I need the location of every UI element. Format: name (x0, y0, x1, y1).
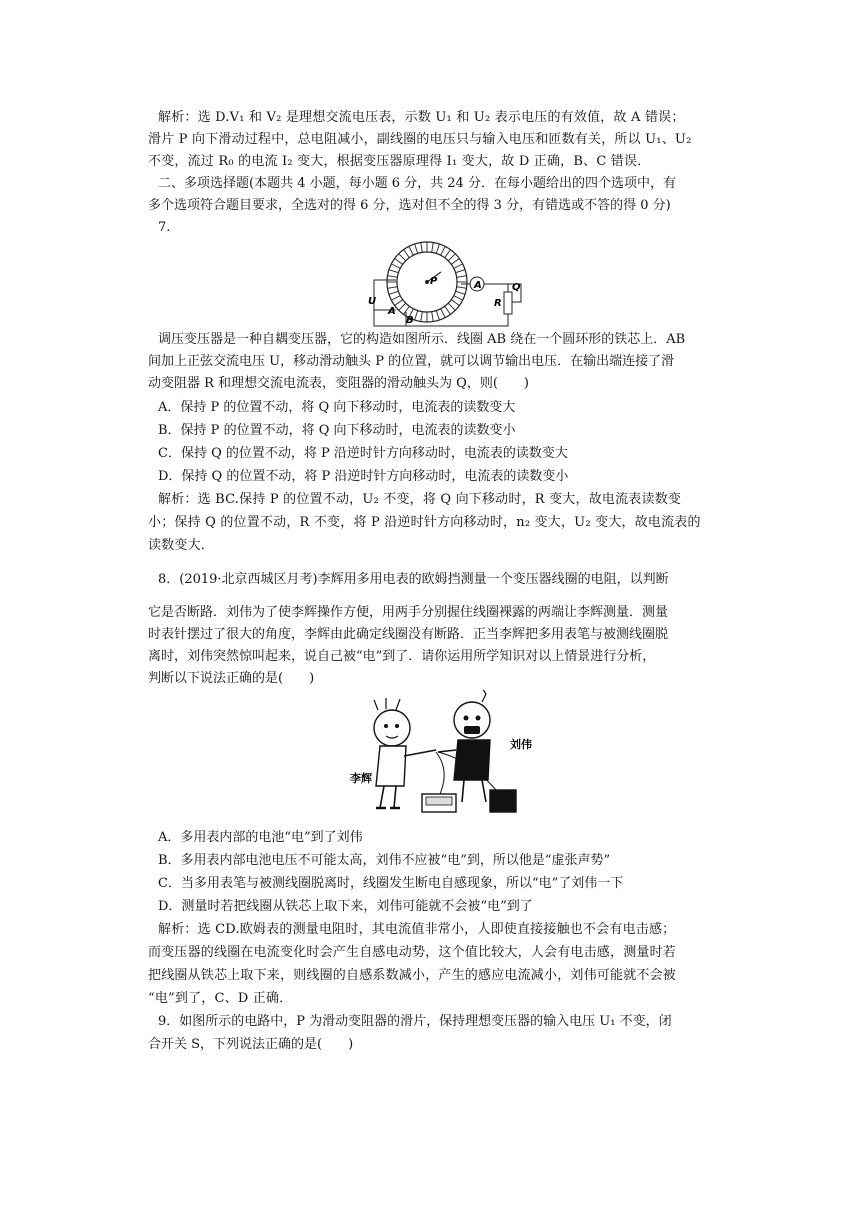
text-line: 解析：选 BC.保持 P 的位置不动，U₂ 不变，将 Q 向下移动时，R 变大，故电流表读数变 (158, 492, 682, 507)
transformer-figure (366, 240, 536, 332)
coil-winding (441, 309, 446, 318)
label-U: U (368, 296, 377, 307)
coil-winding (451, 300, 459, 306)
coil-winding (391, 296, 400, 301)
text-line: 读数变大． (148, 538, 215, 553)
coil-winding (409, 246, 414, 255)
name-lihui: 李辉 (350, 772, 372, 785)
text-line: 而变压器的线圈在电流变化时会产生自感电动势，这个值比较大，人会有电击感，测量时若 (148, 945, 677, 960)
coil-winding (448, 303, 455, 310)
coil-winding (457, 287, 467, 289)
coil-winding (415, 244, 418, 254)
ammeter-label: A (474, 280, 482, 291)
coil-winding (395, 258, 403, 264)
label-Q: Q (512, 282, 521, 293)
text-line: 滑片 P 向下滑动过程中，总电阻减小，副线圈的电压只与输入电压和匝数有关，所以 U₁、U₂ (148, 132, 692, 147)
coil-winding (389, 291, 399, 294)
label-P: P (430, 276, 438, 287)
cartoon-figure (350, 690, 550, 820)
coil-winding (391, 264, 400, 269)
text-line: 二、多项选择题(本题共 4 小题，每小题 6 分，共 24 分．在每小题给出的四个选项中，有 (158, 176, 676, 191)
coil-winding (432, 242, 434, 252)
text-line: 9．如图所示的电路中，P 为滑动变阻器的滑片，保持理想变压器的输入电压 U₁ 不变，闭 (158, 1014, 672, 1029)
text-line: B．保持 P 的位置不动，将 Q 向下移动时，电流表的读数变小 (158, 423, 516, 438)
coil-winding (454, 264, 463, 269)
text-line: 调压变压器是一种自耦变压器，它的构造如图所示．线圈 AB 绕在一个圆环形的铁芯上．AB (158, 332, 686, 347)
coil-winding (456, 270, 466, 273)
text-line: 小；保持 Q 的位置不动，R 不变，将 P 沿逆时针方向移动时，n₂ 变大，U₂ 变大，故电流表的 (148, 515, 701, 530)
text-line: 7. (158, 220, 171, 235)
text-line: 时表针摆过了很大的角度，李辉由此确定线圈没有断路．正当李辉把多用表笔与被测线圈脱 (148, 627, 669, 642)
text-line: 判断以下说法正确的是( ) (148, 671, 315, 686)
coil-winding (403, 250, 409, 258)
label-B: B (406, 315, 414, 326)
text-line: 合开关 S，下列说法正确的是( ) (148, 1037, 354, 1052)
coil-winding (387, 287, 397, 289)
text-line: A．保持 P 的位置不动，将 Q 向下移动时，电流表的读数变大 (158, 400, 516, 415)
coil-winding (451, 258, 459, 264)
label-A: A (388, 306, 396, 317)
coil-winding (395, 300, 403, 306)
coil-winding (387, 276, 397, 278)
coil-winding (415, 311, 418, 321)
coil-winding (456, 291, 466, 294)
text-line: C．保持 Q 的位置不动，将 P 沿逆时针方向移动时，电流表的读数变大 (158, 446, 568, 461)
text-line: D．保持 Q 的位置不动，将 P 沿逆时针方向移动时，电流表的读数变小 (158, 469, 569, 484)
text-line: 解析：选 CD.欧姆表的测量电阻时，其电流值非常小，人即使直接接触也不会有电击感； (158, 922, 676, 937)
coil-winding (457, 276, 467, 278)
coil-winding (448, 254, 455, 261)
text-line: 8．(2019·北京西城区月考)李辉用多用电表的欧姆挡测量一个变压器线圈的电阻，以判断 (158, 572, 669, 587)
label-R: R (494, 298, 502, 309)
coil-winding (445, 250, 451, 258)
coil-winding (421, 242, 423, 252)
text-line: C．当多用表笔与被测线圈脱离时，线圈发生断电自感现象，所以“电”了刘伟一下 (158, 876, 624, 891)
coil-winding (436, 244, 439, 254)
text-line: 不变，流过 R₀ 的电流 I₂ 变大，根据变压器原理得 I₁ 变大，故 D 正确，B、C 错误． (148, 154, 651, 169)
text-line: 解析：选 D.V₁ 和 V₂ 是理想交流电压表，示数 U₁ 和 U₂ 表示电压的有效值，故 A 错误； (158, 110, 685, 125)
text-line: A．多用表内部的电池“电”到了刘伟 (158, 830, 363, 845)
name-liuwei: 刘伟 (510, 738, 532, 751)
coil-winding (389, 270, 399, 273)
cartoon-illustration (350, 690, 550, 820)
text-line: 间加上正弦交流电压 U，移动滑动触头 P 的位置，就可以调节输出电压．在输出端连接了滑 (148, 354, 675, 369)
text-line: B．多用表内部电池电压不可能太高，刘伟不应被“电”到，所以他是“虚张声势” (158, 853, 611, 868)
coil-winding (432, 312, 434, 322)
transformer-diagram (366, 240, 536, 332)
coil-winding (399, 303, 406, 310)
text-line: 离时，刘伟突然惊叫起来，说自己被“电”到了．请你运用所学知识对以上情景进行分析， (148, 649, 656, 664)
text-line: 它是否断路．刘伟为了使李辉操作方便，用两手分别握住线圈裸露的两端让李辉测量．测量 (148, 605, 669, 620)
text-line: 多个选项符合题目要求，全选对的得 6 分，选对但不全的得 3 分，有错选或不答的得 0 分) (148, 198, 671, 213)
coil-winding (441, 246, 446, 255)
coil-winding (421, 312, 423, 322)
coil-winding (399, 254, 406, 261)
text-line: D．测量时若把线圈从铁芯上取下来，刘伟可能就不会被“电”到了 (158, 899, 533, 914)
text-line: “电”到了，C、D 正确． (148, 991, 293, 1006)
coil-winding (436, 311, 439, 321)
text-line: 动变阻器 R 和理想交流电流表，变阻器的滑动触头为 Q，则( ) (148, 376, 529, 391)
coil-winding (445, 306, 451, 314)
coil-winding (454, 296, 463, 301)
text-line: 把线圈从铁芯上取下来，则线圈的自感系数减小，产生的感应电流减小，刘伟可能就不会被 (148, 968, 677, 983)
